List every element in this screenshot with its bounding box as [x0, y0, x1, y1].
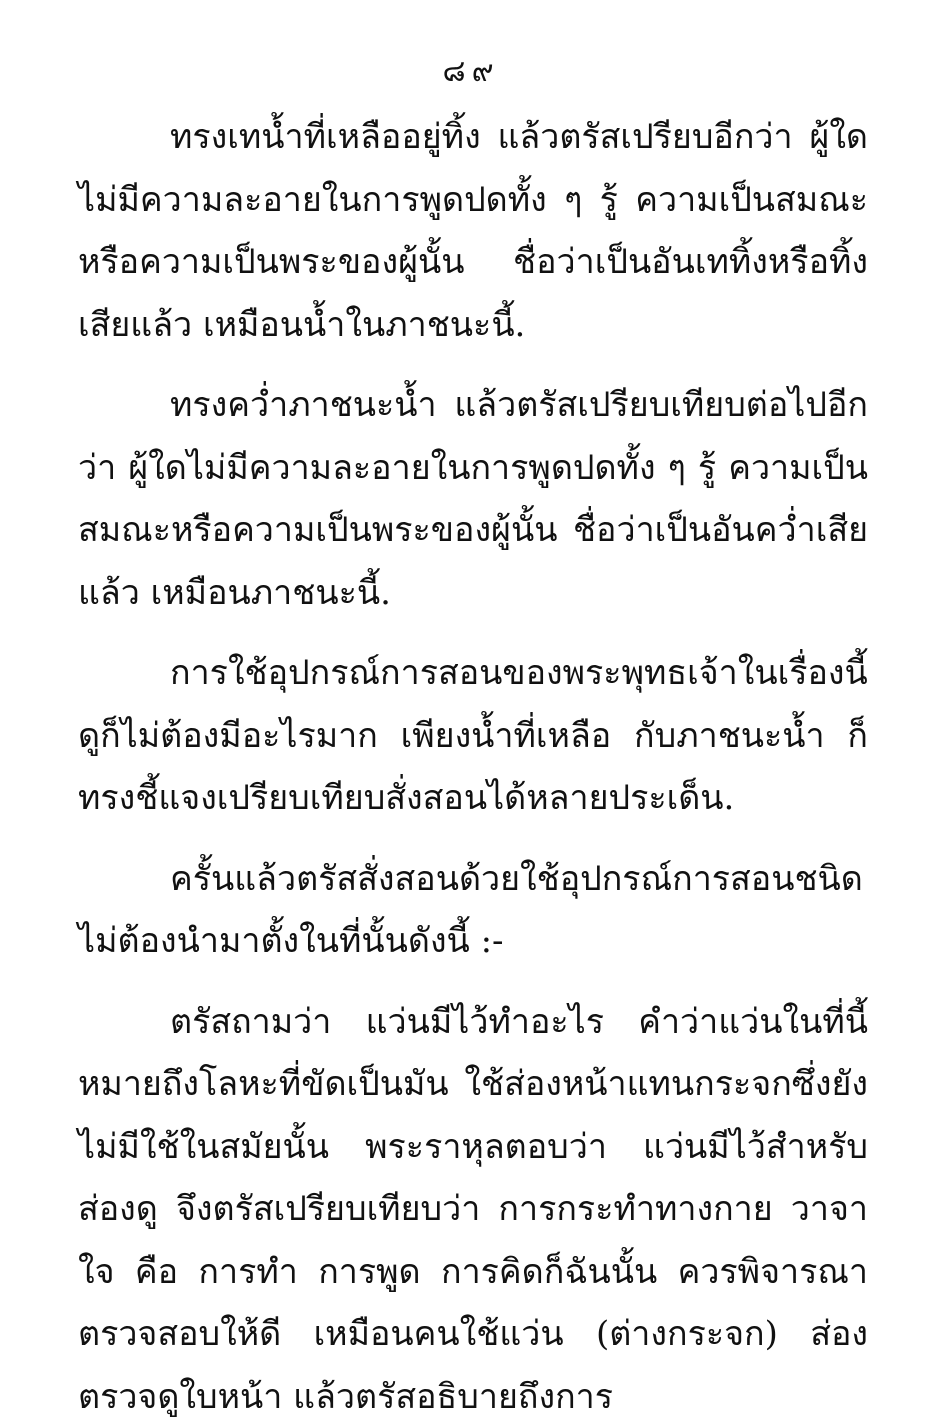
paragraph-mirror: ตรัสถามว่า แว่นมีไว้ทำอะไร คำว่าแว่นในที่นี้หมายถึงโลหะที่ขัดเป็นมัน ใช้ส่องหน้าแทนกระจกซึ่งยังไม่มีใช้ในสมัยนั้น พระราหุลตอบว่า แว่นมีไว้สำหรับส่องดู จึงตรัสเปรียบเทียบว่า การกระทำทางกาย วาจา ใจ คือ การทำ การพูด การคิดก็ฉันนั้น ควรพิจารณาตรวจสอบให้ดี เหมือนคนใช้แว่น (ต่างกระจก) ส่องตรวจดูใบหน้า แล้วตรัสอธิบายถึงการ — [78, 991, 868, 1428]
paragraph-next-teaching: ครั้นแล้วตรัสสั่งสอนด้วยใช้อุปกรณ์การสอนชนิดไม่ต้องนำมาตั้งในที่นั้นดังนี้ :- — [78, 848, 868, 973]
body-text — [78, 106, 868, 1428]
paragraph-teaching-aids: การใช้อุปกรณ์การสอนของพระพุทธเจ้าในเรื่องนี้ ดูก็ไม่ต้องมีอะไรมาก เพียงน้ำที่เหลือ กับภาชนะน้ำ ก็ทรงชี้แจงเปรียบเทียบสั่งสอนได้หลายประเด็น. — [78, 642, 868, 830]
paragraph-pour-water: ทรงเทน้ำที่เหลืออยู่ทิ้ง แล้วตรัสเปรียบอีกว่า ผู้ใดไม่มีความละอายในการพูดปดทั้ง ๆ รู้ ความเป็นสมณะหรือความเป็นพระของผู้นั้น ชื่อว่าเป็นอันเททิ้งหรือทิ้งเสียแล้ว เหมือนน้ำในภาชนะนี้. — [78, 106, 868, 356]
page-number: ๘๙ — [0, 48, 942, 95]
paragraph-overturn-vessel: ทรงคว่ำภาชนะน้ำ แล้วตรัสเปรียบเทียบต่อไปอีกว่า ผู้ใดไม่มีความละอายในการพูดปดทั้ง ๆ รู้ ความเป็นสมณะหรือความเป็นพระของผู้นั้น ชื่อว่าเป็นอันคว่ำเสียแล้ว เหมือนภาชนะนี้. — [78, 374, 868, 624]
